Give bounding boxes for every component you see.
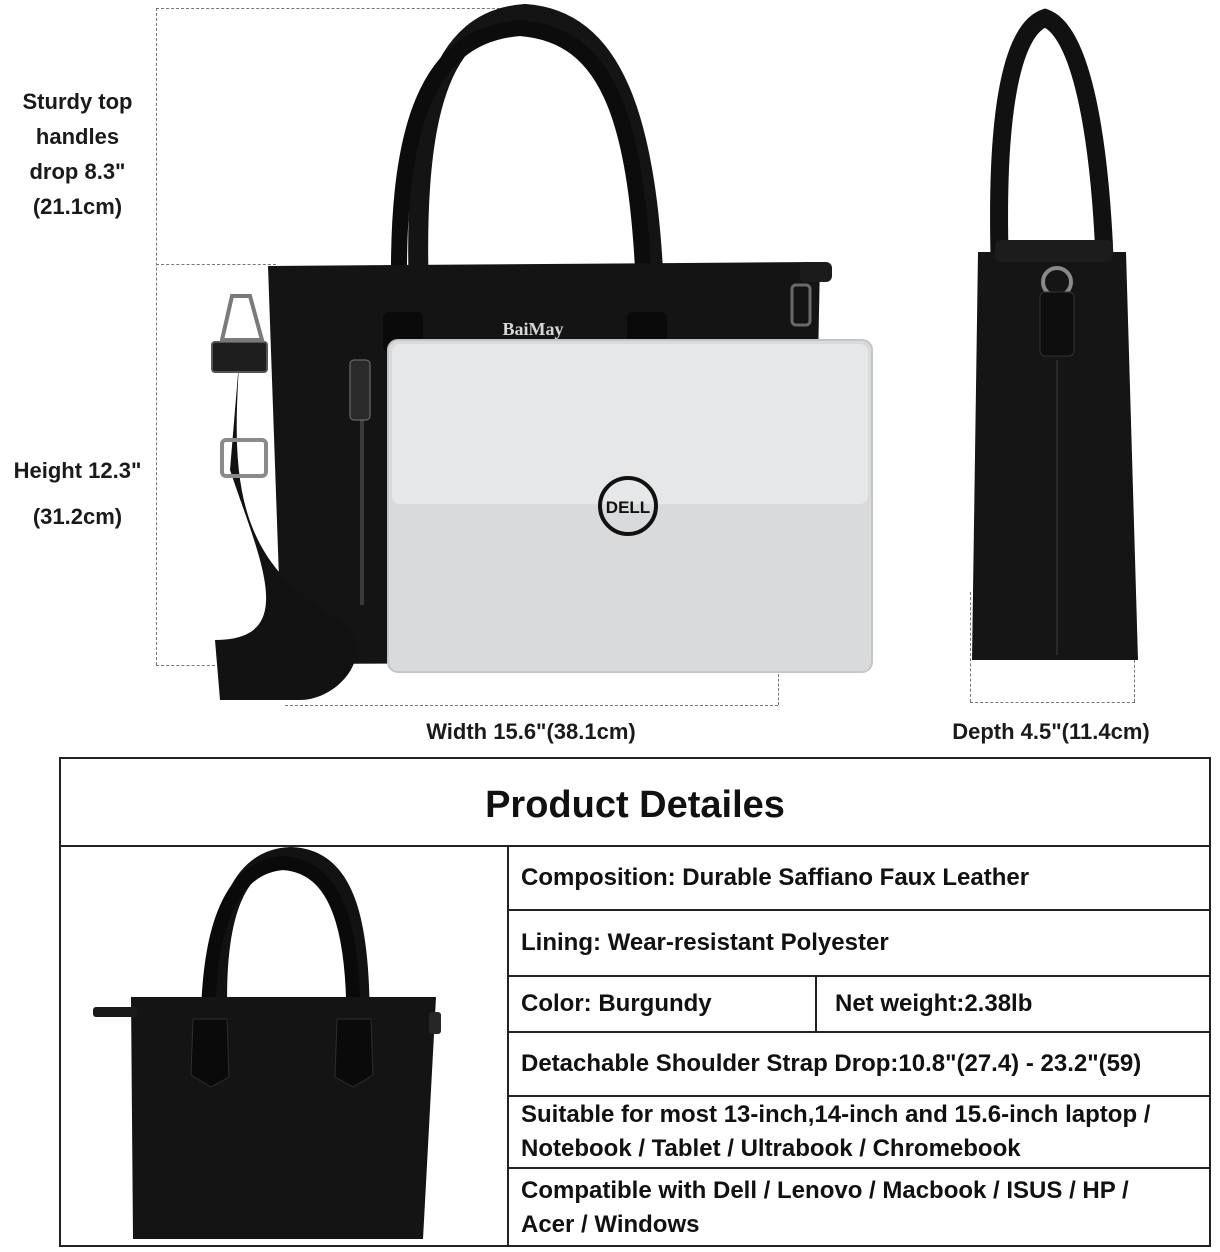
- spec-lining-text: Lining: Wear-resistant Polyester: [521, 929, 889, 956]
- strap-buckle: [222, 440, 266, 476]
- handle-drop-line-4: (21.1cm): [32, 194, 123, 219]
- handle-drop-line-2: handles: [35, 124, 120, 149]
- details-title: Product Detailes: [61, 759, 1209, 847]
- thumb-tab-right: [335, 1019, 373, 1087]
- swivel-clip-icon: [222, 296, 262, 340]
- product-details-table: [59, 757, 1211, 1247]
- width-label: Width 15.6"(38.1cm): [426, 719, 636, 744]
- height-line-2: (31.2cm): [32, 504, 123, 529]
- spec-composition: [509, 847, 1211, 911]
- laptop-logo-text: DELL: [605, 498, 651, 517]
- spec-suitable-line-1: Suitable for most 13-inch,14-inch and 15.6-inch laptop /: [521, 1101, 1151, 1128]
- spec-net-weight: [817, 977, 1209, 1031]
- spec-net-weight-text: Net weight:2.38lb: [835, 990, 1033, 1017]
- spec-composition-text: Composition: Durable Saffiano Faux Leather: [521, 864, 1030, 891]
- side-bag-top: [995, 240, 1113, 262]
- spec-strap: [509, 1033, 1211, 1097]
- spec-compatible-line-1: Compatible with Dell / Lenovo / Macbook / ISUS / HP /: [521, 1177, 1129, 1204]
- handle-drop-line-1: Sturdy top: [22, 89, 133, 114]
- side-handle: [999, 18, 1105, 270]
- details-image-cell: [61, 847, 509, 1247]
- spec-suitable-line-2: Notebook / Tablet / Ultrabook / Chromebook: [521, 1135, 1021, 1162]
- thumb-side-ring: [429, 1012, 441, 1034]
- strap-top: [212, 342, 267, 372]
- spec-strap-text: Detachable Shoulder Strap Drop:10.8"(27.4) - 23.2"(59): [521, 1050, 1142, 1077]
- spec-compatible-line-2: Acer / Windows: [521, 1211, 700, 1238]
- spec-compatible: [509, 1169, 1211, 1247]
- depth-label: Depth 4.5"(11.4cm): [952, 719, 1150, 744]
- spec-suitable: [509, 1097, 1211, 1169]
- zipper-pull-icon: [350, 360, 370, 420]
- thumb-tab-left: [191, 1019, 229, 1087]
- spec-color: [509, 977, 817, 1031]
- bag-thumbnail: [61, 847, 507, 1247]
- handle-drop-line-3: drop 8.3": [29, 159, 126, 184]
- thumb-zipper-tab: [93, 1007, 137, 1017]
- height-line-1: Height 12.3": [13, 458, 142, 483]
- spec-lining: [509, 911, 1211, 977]
- spec-color-text: Color: Burgundy: [521, 990, 712, 1017]
- thumb-bag-body: [131, 997, 436, 1239]
- bag-brand-text: BaiMay: [502, 319, 564, 339]
- side-strap-tab: [1040, 292, 1074, 356]
- spec-color-weight-row: [509, 977, 1211, 1033]
- strap-ring-right: [800, 262, 832, 282]
